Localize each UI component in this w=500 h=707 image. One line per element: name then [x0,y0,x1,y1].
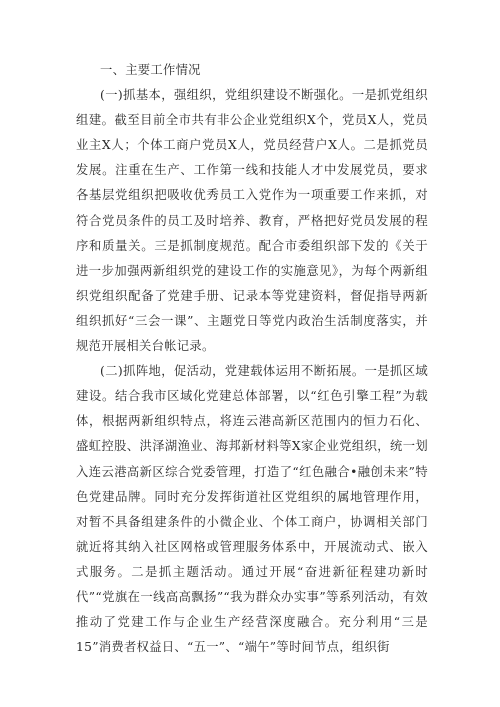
paragraph-activities: (二)抓阵地，促活动，党建载体运用不断拓展。一是抓区域建设。结合我市区域化党建总体部署，以“红色引擎工程”为载体，根据两新组织特点，将连云港高新区范围内的恒力石化、盛虹控股、洪泽湖渔业、海邦新材料等X家企业党组织，统一划入连云港高新区综合党委管理，打造了“红色融合•融创未来”特色党建品牌。同时充分发挥街道社区党组织的属地管理作用，对暂不具备组建条件的小微企业、个体工商户，协调相关部门就近将其纳入社区网格或管理服务体系中，开展流动式、嵌入式服务。二是抓主题活动。通过开展“奋进新征程建功新时代”“党旗在一线高高飘扬”“我为群众办实事”等系列活动，有效推动了党建工作与企业生产经营深度融合。充分利用“三是15”消费者权益日、“五一”、“端午”等时间节点，组织街 [76,364,428,655]
document-body [76,58,428,660]
paragraph-organization: (一)抓基本，强组织，党组织建设不断强化。一是抓党组织组建。截至目前全市共有非公企业党组织X个，党员X人，党员业主X人；个体工商户党员X人，党员经营户X人。二是抓党员发展。注重在生产、工作第一线和技能人才中发展党员，要求各基层党组织把吸收优秀员工入党作为一项重要工作来抓，对符合党员条件的员工及时培养、教育，严格把好党员发展的程序和质量关。三是抓制度规范。配合市委组织部下发的《关于进一步加强两新组织党的建设工作的实施意见》，为每个两新组织党组织配备了党建手册、记录本等党建资料，督促指导两新组织抓好“三会一课”、主题党日等党内政治生活制度落实，并规范开展相关台帐记录。 [76,88,428,354]
section-heading: 一、主要工作情况 [100,63,201,77]
